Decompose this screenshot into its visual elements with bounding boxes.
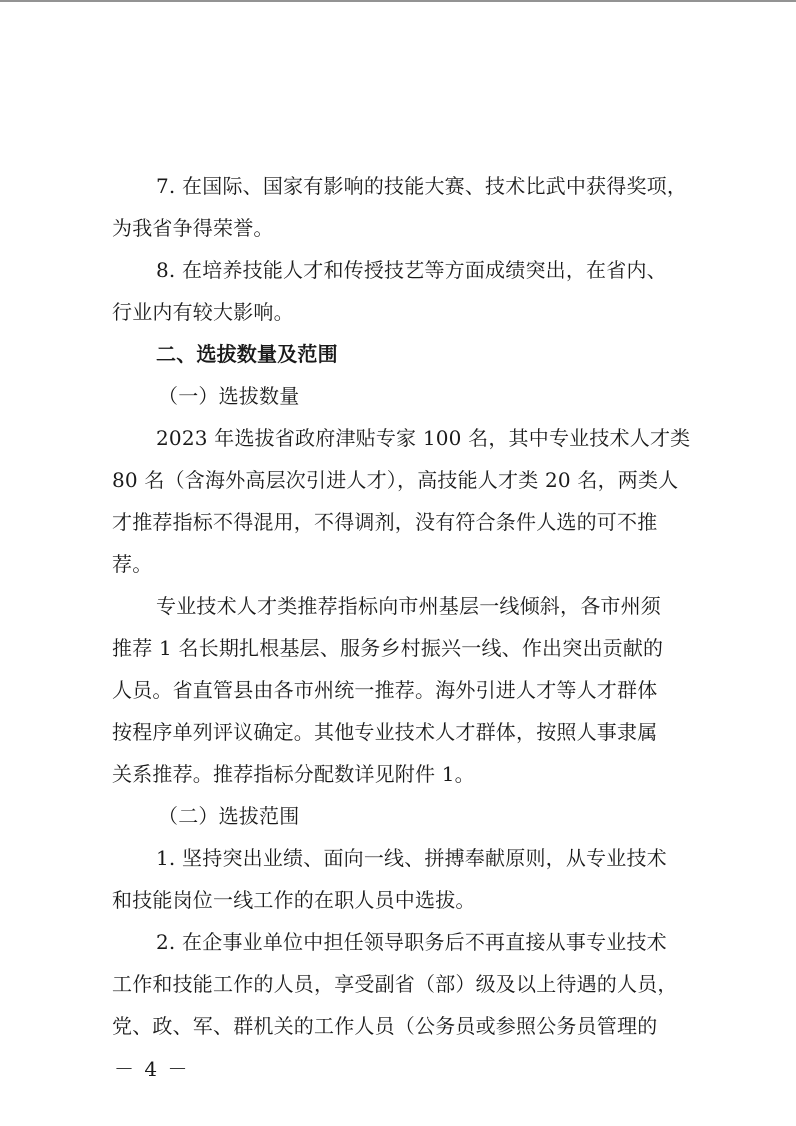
section-heading: 二、选拔数量及范围 bbox=[156, 342, 338, 366]
paragraph-line: 80 名（含海外高层次引进人才），高技能人才类 20 名，两类人 bbox=[112, 468, 679, 492]
paragraph-line: 和技能岗位一线工作的在职人员中选拔。 bbox=[112, 888, 476, 912]
paragraph-line: 2. 在企事业单位中担任领导职务后不再直接从事专业技术 bbox=[156, 930, 667, 954]
page-number: － 4 － bbox=[114, 1057, 190, 1081]
paragraph-line: 党、政、军、群机关的工作人员（公务员或参照公务员管理的 bbox=[112, 1014, 658, 1038]
paragraph-line: 人员。省直管县由各市州统一推荐。海外引进人才等人才群体 bbox=[112, 678, 658, 702]
paragraph-line: 行业内有较大影响。 bbox=[112, 300, 294, 324]
paragraph-line: 为我省争得荣誉。 bbox=[112, 216, 274, 240]
paragraph-line: 关系推荐。推荐指标分配数详见附件 1。 bbox=[112, 762, 475, 786]
paragraph-line: 才推荐指标不得混用，不得调剂，没有符合条件人选的可不推 bbox=[112, 510, 658, 534]
paragraph-line: 荐。 bbox=[112, 552, 153, 576]
paragraph-line: 工作和技能工作的人员，享受副省（部）级及以上待遇的人员， bbox=[112, 972, 678, 996]
paragraph-line: 推荐 1 名长期扎根基层、服务乡村振兴一线、作出突出贡献的 bbox=[112, 636, 664, 660]
paragraph-line: 7. 在国际、国家有影响的技能大赛、技术比武中获得奖项， bbox=[156, 174, 688, 198]
paragraph-line: 2023 年选拔省政府津贴专家 100 名，其中专业技术人才类 bbox=[156, 426, 691, 450]
paragraph-line: 按程序单列评议确定。其他专业技术人才群体，按照人事隶属 bbox=[112, 720, 658, 744]
subsection-heading: （一）选拔数量 bbox=[158, 384, 300, 408]
paragraph-line: 8. 在培养技能人才和传授技艺等方面成绩突出，在省内、 bbox=[156, 258, 667, 282]
subsection-heading: （二）选拔范围 bbox=[158, 804, 300, 828]
paragraph-line: 专业技术人才类推荐指标向市州基层一线倾斜，各市州须 bbox=[156, 594, 661, 618]
paragraph-line: 1. 坚持突出业绩、面向一线、拼搏奉献原则，从专业技术 bbox=[156, 846, 667, 870]
top-scan-border bbox=[0, 0, 796, 8]
